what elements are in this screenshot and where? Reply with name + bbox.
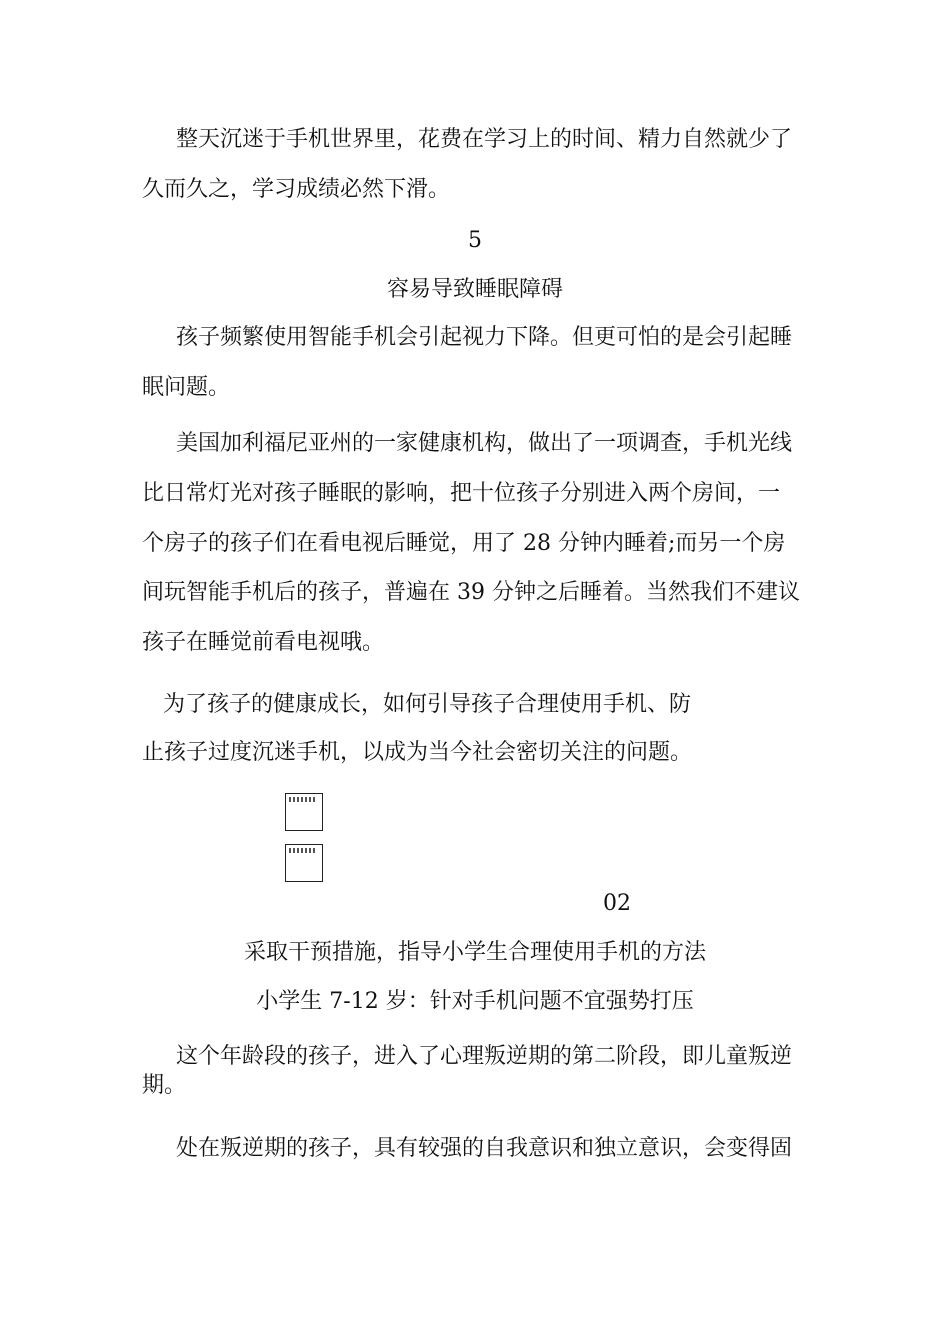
image-thumbnail-icon: [285, 844, 323, 882]
paragraph-line: 止孩子过度沉迷手机，以成为当今社会密切关注的问题。: [142, 740, 693, 765]
section-heading: 容易导致睡眠障碍: [386, 277, 563, 302]
paragraph-line: 处在叛逆期的孩子，具有较强的自我意识和独立意识，会变得固: [176, 1136, 793, 1161]
paragraph-line: 美国加利福尼亚州的一家健康机构，做出了一项调查，手机光线: [176, 431, 793, 456]
paragraph-line: 整天沉迷于手机世界里，花费在学习上的时间、精力自然就少了: [176, 127, 793, 152]
image-thumbnail-icon: [285, 793, 323, 831]
paragraph-line: 个房子的孩子们在看电视后睡觉，用了 28 分钟内睡着;而另一个房: [142, 531, 786, 556]
paragraph-line: 眠问题。: [142, 375, 231, 400]
paragraph-line: 比日常灯光对孩子睡眠的影响，把十位孩子分别进入两个房间，一: [142, 481, 781, 506]
paragraph-line: 久而久之，学习成绩必然下滑。: [142, 177, 451, 202]
paragraph-line: 为了孩子的健康成长，如何引导孩子合理使用手机、防: [163, 692, 692, 717]
paragraph-line: 孩子频繁使用智能手机会引起视力下降。但更可怕的是会引起睡: [176, 325, 793, 350]
paragraph-line: 孩子在睡觉前看电视哦。: [142, 630, 385, 655]
section-number: 5: [468, 228, 482, 253]
section-subheading: 小学生 7-12 岁：针对手机问题不宜强势打压: [256, 989, 694, 1014]
section-heading: 采取干预措施，指导小学生合理使用手机的方法: [243, 940, 706, 965]
paragraph-line: 间玩智能手机后的孩子，普遍在 39 分钟之后睡着。当然我们不建议: [142, 580, 800, 605]
paragraph-line: 期。: [142, 1073, 187, 1098]
paragraph-line: 这个年龄段的孩子，进入了心理叛逆期的第二阶段，即儿童叛逆: [176, 1044, 793, 1069]
section-number: 02: [603, 891, 631, 916]
